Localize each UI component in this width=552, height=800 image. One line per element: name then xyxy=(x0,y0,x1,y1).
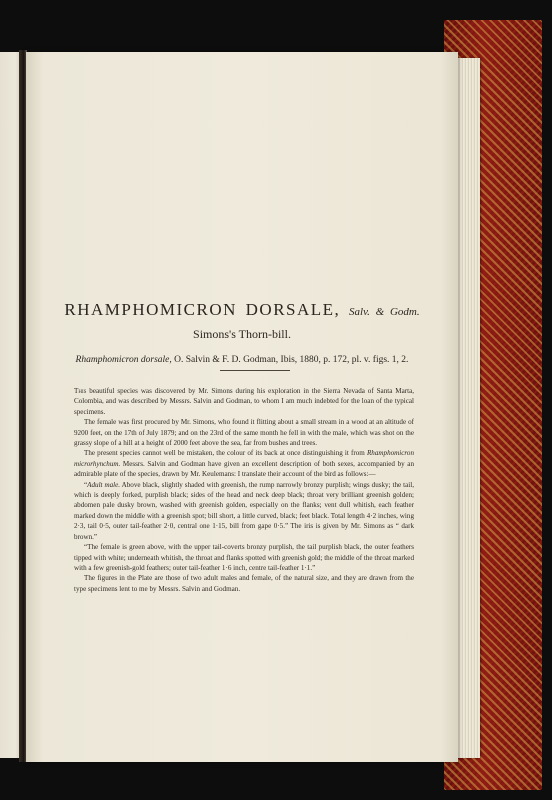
compared-species-name: Rhamphomicron microrhynchum. xyxy=(74,449,414,468)
paragraph-female: “The female is green above, with the upper tail-coverts bronzy purplish, the tail purplish black, the outer feathers tipped with white; underneath whitish, the throat and flanks spotted with greenish gold; the middle of the throat marked with a few greenish-gold feathers; outer tail-feather 1·6 inch, centre tail-feather 1·1.” xyxy=(74,543,414,572)
paragraph-plate-note: The figures in the Plate are those of two adult males and female, of the natural size, and they are drawn from the type specimens lent to me by Messrs. Salvin and Godman. xyxy=(74,574,414,593)
title-block xyxy=(26,300,458,365)
common-name: Simons's Thorn-bill. xyxy=(193,327,291,341)
paragraph-procurement: The female was first procured by Mr. Simons, who found it flitting about a small stream in a wood at an altitude of 9200 feet, on the 17th of July 1879; and on the 23rd of the same month he fell in with the male, which was shot on the grassy slope of a hill at a height of 2000 feet above the sea, far from bushes and trees. xyxy=(74,418,414,448)
book-page xyxy=(26,52,458,762)
paragraph-text: beautiful species was discovered by Mr. Simons during his exploration in the Sierra Nevada of Santa Marta, Colombia, and was described by Messrs. Salvin and Godman, to whom I am much indebted for the loan of the typical specimens. xyxy=(74,387,414,416)
authority-abbrev: Salv. & Godm. xyxy=(349,306,420,318)
paragraph-text: Above black, slightly shaded with greenish, the rump narrowly bronzy purplish; wings dusky; the tail, which is deeply forked, purplish black; sides of the head and neck deep black; throat very brilliant greenish golden; abdomen pale dusky brown, washed with greenish golden, especially on the flanks; vent dull whitish, each feather marked down the middle with a greenish spot; bill short, a little curved, black; feet black. Total length 4·2 inches, wing 2·3, tail 0·5, outer tail-feather 2·0, central one 1·15, bill from gape 0·5.” The iris is given by Mr. Simons as “ dark brown.” xyxy=(74,480,414,541)
adult-male-label: Adult male. xyxy=(87,480,121,489)
reference-text: O. Salvin & F. D. Godman, Ibis, 1880, p. 172, pl. v. figs. 1, 2. xyxy=(174,355,409,365)
reference-scientific-name: Rhamphomicron dorsale, xyxy=(75,355,172,365)
paragraph-distinction xyxy=(74,448,414,479)
divider-rule xyxy=(220,370,290,371)
paragraph-discovery xyxy=(74,386,414,417)
paragraph-adult-male xyxy=(74,480,414,542)
paragraph-text: The present species cannot well be mistaken, the colour of its back at once distinguishing it from xyxy=(84,449,367,458)
genus-species-name: RHAMPHOMICRON DORSALE, xyxy=(64,300,341,319)
open-quote: “ xyxy=(84,480,88,489)
lead-word: This xyxy=(74,387,87,395)
species-title xyxy=(26,300,458,320)
reference-citation xyxy=(26,355,458,365)
description-text xyxy=(74,386,414,594)
paragraph-text: Messrs. Salvin and Godman have given an excellent description of both sexes, accompanied by an admirable plate of the species, drawn by Mr. Keulemans: I translate their account of the bird as follows:— xyxy=(74,459,414,479)
